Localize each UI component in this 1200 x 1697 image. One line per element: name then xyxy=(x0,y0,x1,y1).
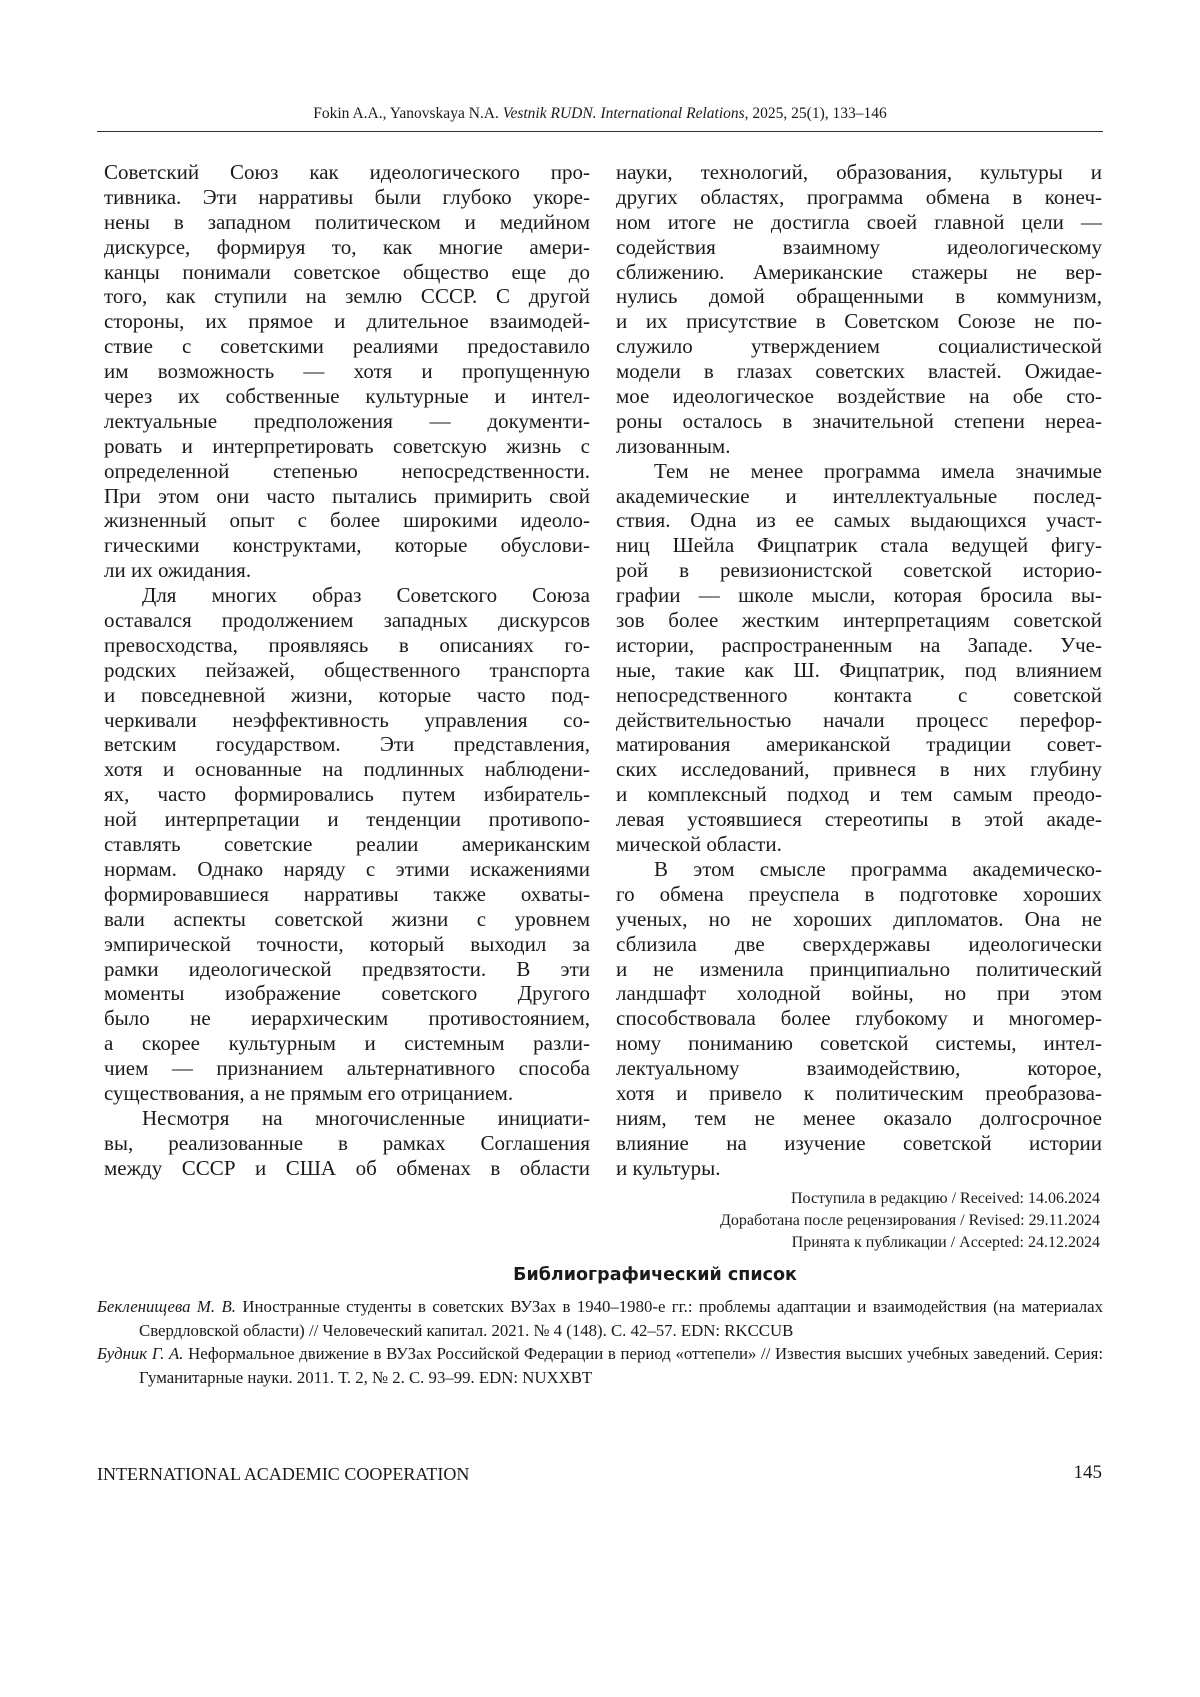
body-text-line: нормам. Однако наряду с этими искажениями xyxy=(104,857,590,882)
body-text-line: ли их ожидания. xyxy=(104,558,590,583)
body-text-line: стороны, их прямое и длительное взаимодей- xyxy=(104,309,590,334)
body-text-line: гическими конструктами, которые обуслови- xyxy=(104,533,590,558)
body-text-line: содействия взаимному идеологическому xyxy=(616,235,1102,260)
body-text-line: ном итоге не достигла своей главной цели — xyxy=(616,210,1102,235)
body-text-line: ветским государством. Эти представления, xyxy=(104,732,590,757)
body-text-line: матирования американской традиции совет- xyxy=(616,732,1102,757)
body-text-line: оставался продолжением западных дискурсов xyxy=(104,608,590,633)
body-text-line: определенной степенью непосредственности. xyxy=(104,459,590,484)
body-text-line: зов более жестким интерпретациям советской xyxy=(616,608,1102,633)
body-text-line: дискурсе, формируя то, как многие амери- xyxy=(104,235,590,260)
body-text-line: сближению. Американские стажеры не вер- xyxy=(616,260,1102,285)
body-text-line: нены в западном политическом и медийном xyxy=(104,210,590,235)
header-rule xyxy=(97,131,1103,132)
body-text-line: через их собственные культурные и интел- xyxy=(104,384,590,409)
page-number: 145 xyxy=(1074,1462,1103,1484)
body-text-line: и повседневной жизни, которые часто под- xyxy=(104,683,590,708)
body-text-line: ровать и интерпретировать советскую жизнь с xyxy=(104,434,590,459)
body-text-line: мое идеологическое воздействие на обе сто- xyxy=(616,384,1102,409)
date-accepted: Принята к публикации / Accepted: 24.12.2024 xyxy=(720,1232,1100,1254)
body-text-line: нулись домой обращенными в коммунизм, xyxy=(616,284,1102,309)
body-text-line: других областях, программа обмена в конеч- xyxy=(616,185,1102,210)
body-text-line: жизненный опыт с более широкими идеоло- xyxy=(104,508,590,533)
body-text-line: ствие с советскими реалиями предоставило xyxy=(104,334,590,359)
body-text-line: ученых, но не хороших дипломатов. Она не xyxy=(616,907,1102,932)
header-journal: Vestnik RUDN. International Relations xyxy=(503,105,745,122)
body-text-line: тивника. Эти нарративы были глубоко укоре- xyxy=(104,185,590,210)
reference-item xyxy=(97,1342,1103,1389)
body-text-line: Тем не менее программа имела значимые xyxy=(616,459,1102,484)
body-text-line: превосходства, проявляясь в описаниях го- xyxy=(104,633,590,658)
body-text-line: моменты изображение советского Другого xyxy=(104,981,590,1006)
body-text-line: и не изменила принципиально политический xyxy=(616,957,1102,982)
body-text-line: родских пейзажей, общественного транспорта xyxy=(104,658,590,683)
body-text-line: мической области. xyxy=(616,832,1102,857)
body-text-line: ниц Шейла Фицпатрик стала ведущей фигу- xyxy=(616,533,1102,558)
body-text-line: академические и интеллектуальные послед- xyxy=(616,484,1102,509)
body-text-line: ниям, тем не менее оказало долгосрочное xyxy=(616,1106,1102,1131)
body-text-line: между СССР и США об обменах в области xyxy=(104,1156,590,1181)
body-text-line: Для многих образ Советского Союза xyxy=(104,583,590,608)
body-text-line: ландшафт холодной войны, но при этом xyxy=(616,981,1102,1006)
body-text-line: того, как ступили на землю СССР. С другой xyxy=(104,284,590,309)
body-text-line: им возможность — хотя и пропущенную xyxy=(104,359,590,384)
body-text-line: чием — признанием альтернативного способа xyxy=(104,1056,590,1081)
body-text-line: хотя и основанные на подлинных наблюдени- xyxy=(104,757,590,782)
body-text-line: хотя и привело к политическим преобразова- xyxy=(616,1081,1102,1106)
reference-list xyxy=(97,1295,1103,1389)
header-authors: Fokin A.A., Yanovskaya N.A. xyxy=(313,105,502,122)
body-text-line: служило утверждением социалистической xyxy=(616,334,1102,359)
reference-text: Неформальное движение в ВУЗах Российской Федерации в период «оттепели» // Известия высших учебных заведений. Серия: Гуманитарные науки. 2011. Т. 2, № 2. С. 93–99. EDN: NUXXBT xyxy=(139,1344,1103,1387)
body-text-line: При этом они часто пытались примирить свой xyxy=(104,484,590,509)
body-text-line: Несмотря на многочисленные инициати- xyxy=(104,1106,590,1131)
body-text-line: существования, а не прямым его отрицанием. xyxy=(104,1081,590,1106)
body-text-line: лизованным. xyxy=(616,434,1102,459)
body-text-line: лектуальные предположения — документи- xyxy=(104,409,590,434)
body-text-line: науки, технологий, образования, культуры и xyxy=(616,160,1102,185)
body-text-line: истории, распространенным на Западе. Уче- xyxy=(616,633,1102,658)
body-text-line: ставлять советские реалии американским xyxy=(104,832,590,857)
body-text-line: рой в ревизионистской советской историо- xyxy=(616,558,1102,583)
body-text-line: вы, реализованные в рамках Соглашения xyxy=(104,1131,590,1156)
body-text-line: действительностью начали процесс перефор- xyxy=(616,708,1102,733)
header-citation: , 2025, 25(1), 133–146 xyxy=(745,105,887,122)
body-text-line: черкивали неэффективность управления со- xyxy=(104,708,590,733)
body-text-line: графии — школе мысли, которая бросила вы- xyxy=(616,583,1102,608)
body-text-line: сблизила две сверхдержавы идеологически xyxy=(616,932,1102,957)
body-text-line: канцы понимали советское общество еще до xyxy=(104,260,590,285)
body-text-line: вали аспекты советской жизни с уровнем xyxy=(104,907,590,932)
body-text-line: а скорее культурным и системным разли- xyxy=(104,1031,590,1056)
reference-author: Будник Г. А. xyxy=(97,1344,183,1363)
body-text-line: ствия. Одна из ее самых выдающихся участ- xyxy=(616,508,1102,533)
date-received: Поступила в редакцию / Received: 14.06.2024 xyxy=(720,1188,1100,1210)
body-text-line: модели в глазах советских властей. Ожидае- xyxy=(616,359,1102,384)
body-text-line: рамки идеологической предвзятости. В эти xyxy=(104,957,590,982)
body-text-line: ные, такие как Ш. Фицпатрик, под влиянием xyxy=(616,658,1102,683)
body-text-line: и культуры. xyxy=(616,1156,1102,1181)
footer-section-title: INTERNATIONAL ACADEMIC COOPERATION xyxy=(97,1464,469,1485)
body-text-line: го обмена преуспела в подготовке хороших xyxy=(616,882,1102,907)
body-text-line: было не иерархическим противостоянием, xyxy=(104,1006,590,1031)
body-text-line: ному пониманию советской системы, интел- xyxy=(616,1031,1102,1056)
body-text-line: и их присутствие в Советском Союзе не по- xyxy=(616,309,1102,334)
date-revised: Доработана после рецензирования / Revised: 29.11.2024 xyxy=(720,1210,1100,1232)
body-text-line: эмпирической точности, который выходил за xyxy=(104,932,590,957)
body-text-line: и комплексный подход и тем самым преодо- xyxy=(616,782,1102,807)
body-text-line: Советский Союз как идеологического про- xyxy=(104,160,590,185)
body-text-line: непосредственного контакта с советской xyxy=(616,683,1102,708)
body-text-line: ной интерпретации и тенденции противопо- xyxy=(104,807,590,832)
bibliography-title: Библиографический список xyxy=(0,1265,1200,1285)
left-column xyxy=(104,160,590,1181)
right-column xyxy=(616,160,1102,1181)
reference-author: Бекленищева М. В. xyxy=(97,1297,236,1316)
body-text-line: влияние на изучение советской истории xyxy=(616,1131,1102,1156)
body-text-line: способствовала более глубокому и многомер- xyxy=(616,1006,1102,1031)
body-text-line: формировавшиеся нарративы также охваты- xyxy=(104,882,590,907)
body-text-line: В этом смысле программа академическо- xyxy=(616,857,1102,882)
body-text-line: левая устоявшиеся стереотипы в этой акаде- xyxy=(616,807,1102,832)
running-header xyxy=(0,105,1200,123)
reference-item xyxy=(97,1295,1103,1342)
body-text-line: роны осталось в значительной степени нереа- xyxy=(616,409,1102,434)
body-text-line: лектуальному взаимодействию, которое, xyxy=(616,1056,1102,1081)
body-text-line: ях, часто формировались путем избиратель- xyxy=(104,782,590,807)
reference-text: Иностранные студенты в советских ВУЗах в 1940–1980-е гг.: проблемы адаптации и взаимодействия (на материалах Свердловской области) // Человеческий капитал. 2021. № 4 (148). С. 42–57. EDN: RKCCUB xyxy=(139,1297,1103,1340)
article-dates xyxy=(720,1188,1100,1255)
body-text-line: ских исследований, привнеся в них глубину xyxy=(616,757,1102,782)
